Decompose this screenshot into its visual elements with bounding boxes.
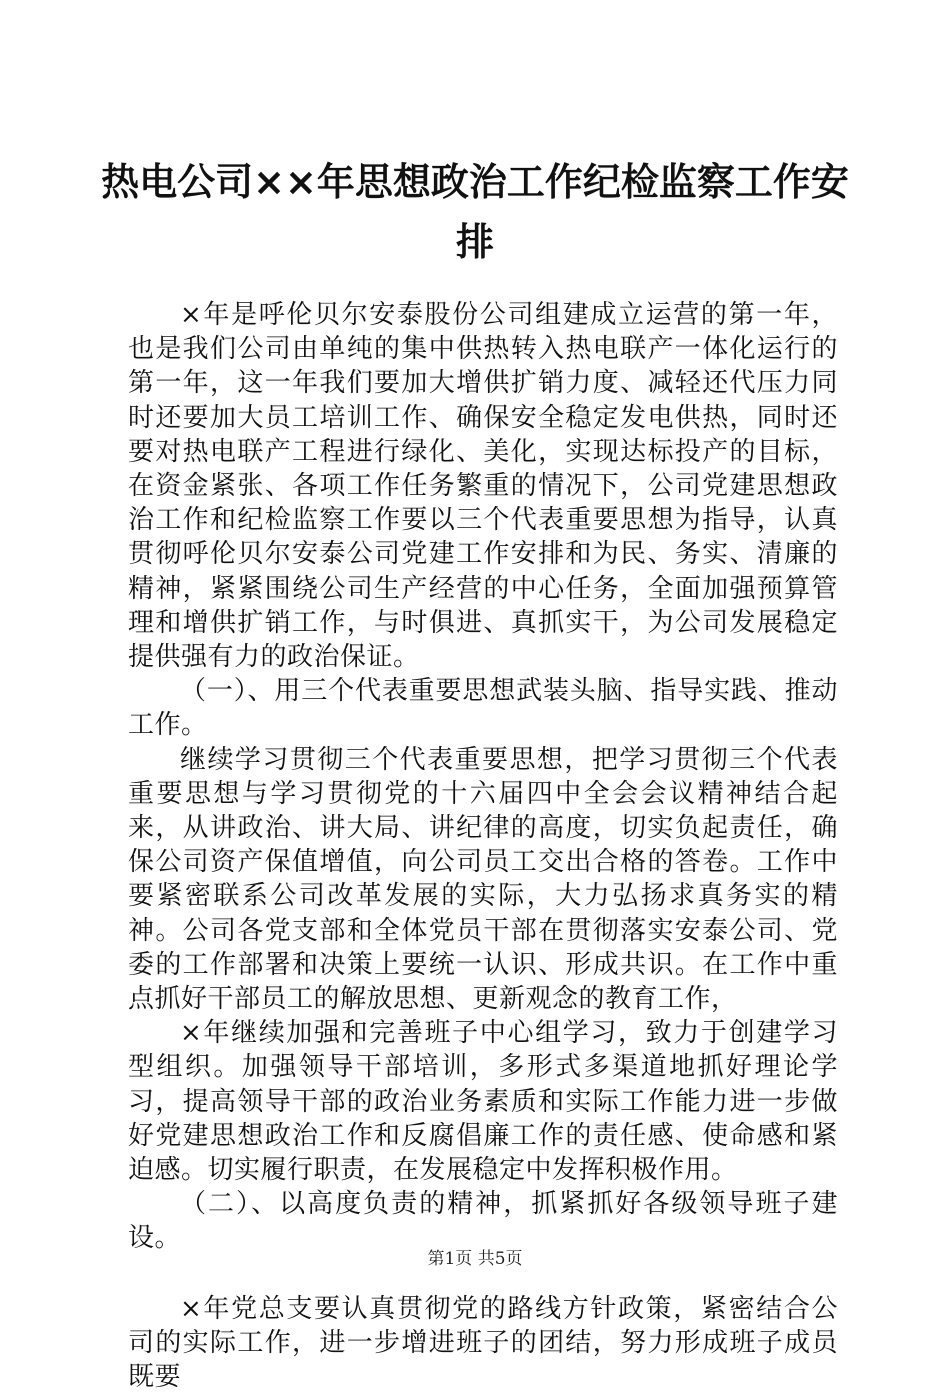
title-line-2: 排 <box>455 220 494 264</box>
document-title <box>100 152 850 272</box>
paragraph-training: ×年继续加强和完善班子中心组学习，致力于创建学习型组织。加强领导干部培训，多形式多渠道地抓好理论学习，提高领导干部的政治业务素质和实际工作能力进一步做好党建思想政治工作和反腐倡廉工作的责任感、使命感和紧迫感。切实履行职责，在发展稳定中发挥积极作用。 <box>128 1018 838 1186</box>
section-heading-2: （二）、以高度负责的精神，抓紧抓好各级领导班子建设。 <box>128 1189 838 1254</box>
paragraph-leadership: ×年党总支要认真贯彻党的路线方针政策，紧密结合公司的实际工作，进一步增进班子的团结，努力形成班子成员既要 <box>128 1293 838 1393</box>
title-line-1: 热电公司××年思想政治工作纪检监察工作安 <box>101 160 849 204</box>
paragraph-study: 继续学习贯彻三个代表重要思想，把学习贯彻三个代表重要思想与学习贯彻党的十六届四中全会会议精神结合起来，从讲政治、讲大局、讲纪律的高度，切实负起责任，确保公司资产保值增值，向公司员工交出合格的答卷。工作中要紧密联系公司改革发展的实际，大力弘扬求真务实的精神。公司各党支部和全体党员干部在贯彻落实安泰公司、党委的工作部署和决策上要统一认识、形成共识。在工作中重点抓好干部员工的解放思想、更新观念的教育工作， <box>128 744 838 1015</box>
section-heading-1: （一）、用三个代表重要思想武装头脑、指导实践、推动工作。 <box>128 676 838 741</box>
page-footer: 第1页 共5页 <box>427 1249 523 1269</box>
document-body <box>128 298 838 1394</box>
paragraph-intro: ×年是呼伦贝尔安泰股份公司组建成立运营的第一年，也是我们公司由单纯的集中供热转入热电联产一体化运行的第一年，这一年我们要加大增供扩销力度、减轻还代压力同时还要加大员工培训工作、确保安全稳定发电供热，同时还要对热电联产工程进行绿化、美化，实现达标投产的目标，在资金紧张、各项工作任务繁重的情况下，公司党建思想政治工作和纪检监察工作要以三个代表重要思想为指导，认真贯彻呼伦贝尔安泰公司党建工作安排和为民、务实、清廉的精神，紧紧围绕公司生产经营的中心任务，全面加强预算管理和增供扩销工作，与时俱进、真抓实干，为公司发展稳定提供强有力的政治保证。 <box>128 300 838 673</box>
